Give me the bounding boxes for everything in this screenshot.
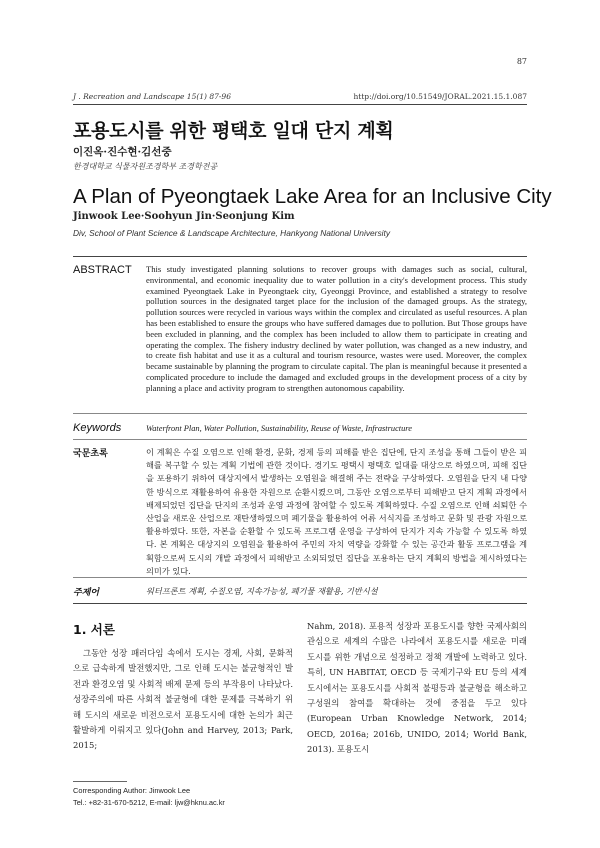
- korean-abstract-text: 이 계획은 수질 오염으로 인해 환경, 문화, 경제 등의 피해를 받은 집단에, 단지 조성을 통해 그들이 받은 피해를 복구할 수 있는 계획 기법에 관한 것이다. 경기도 평택시 평택호 일대를 대상으로 하였으며, 피해 집단을 포용하기 위하여 대상지에서 발생하는 오염원을 해결해 주는 전략을 구상하였다. 오염원을 단지 내 다양한 방식으로 재활용하여 유용한 자원으로 순환시켰으며, 그동안 오염으로부터 피해받고 단지 계획 과정에서 배제되었던 집단을 단지의 조성과 운영 과정에 참여할 수 있도록 계획하였다. 수질 오염으로 인해 쇠퇴한 수산업을 새로운 산업으로 재탄생하였으며 폐기물을 활용하여 어류 서식지를 조성하고 문화 및 관광 자원으로 활용하였다. 또한, 자본을 순환할 수 있도록 프로그램 운영을 구상하여 단지가 지속 가능할 수 있도록 하였다. 본 계획은 대상지의 오염원을 활용하여 주민의 자치 역량을 강화할 수 있는 공간과 활동 프로그램을 계획함으로써 도시의 개발 과정에서 피해받고 소외되었던 집단을 포용하는 단지 계획의 방법을 제시하였다는 의미가 있다.: [146, 447, 527, 576]
- journal-citation: J . Recreation and Landscape 15(1) 87-96: [73, 92, 231, 101]
- authors-korean: 이진옥·진수현·김선중: [73, 146, 172, 158]
- body-column-right: Nahm, 2018). 포용적 성장과 포용도시를 향한 국제사회의 관심으로 세계의 수많은 나라에서 포용도시를 새로운 미래 도시를 위한 개념으로 설정하고 정책 개발에 노력하고 있다. 특히, UN HABITAT, OECD 등 국제기구와 EU 등의 세계 도시에서는 포용도시를 사회적 불평등과 불균형을 해소하고 구성원의 참여를 확대하는 것에 중점을 두고 있다(European Urban Knowledge Network, 2014; OECD, 2016a; 2016b, UNIDO, 2014; World Bank, 2013). 포용도시: [307, 621, 527, 755]
- korean-keywords-label: 주제어: [73, 588, 100, 598]
- header-rule: [73, 104, 527, 105]
- keywords-label: Keywords: [73, 422, 122, 434]
- authors-english: Jinwook Lee·Soohyun Jin·Seonjung Kim: [73, 211, 295, 222]
- keywords-bottom-rule: [73, 439, 527, 440]
- title-english: A Plan of Pyeongtaek Lake Area for an Inclusive City: [73, 185, 552, 208]
- abstract-text: This study investigated planning solutions to recover groups with damages such as social, cultural, environmental, and economic inequality due to water pollution in a city's development process. This study examined Pyeongtaek Lake in Pyeongtaek city, Gyeonggi Province, and established a strategy to resolve pollution sources in the designated target place for the inclusion of the damaged groups. As the strategy, pollution sources were recycled in various ways within the complex and circulated as useful resources. A plan has been established to ensure the groups who have suffered damages due to pollution. But Those groups have been excluded in planning, and the complex has been included to allow them to participate in creating and operating the complex. The fishery industry declined by water pollution, was changed as a new industry, and to create fish habitat and use it as a cultural and tourism resource, wastes were used. Moreover, the complex became sustainable by planning the program to circulate capital. The plan is meaningful because it presented a complicated procedure to include the damaged and excluded groups in the development process of a city by planning a place and activity program to strengthen autonomous capability.: [146, 264, 527, 393]
- korean-keywords-text: 워터프론트 계획, 수질오염, 지속가능성, 폐기물 재활용, 기반시설: [146, 586, 378, 596]
- korean-keywords-top-rule: [73, 577, 527, 578]
- abstract-label: ABSTRACT: [73, 264, 132, 276]
- abstract-top-rule: [73, 256, 527, 257]
- contact-info: Tel.: +82-31-670-5212, E-mail: ljw@hknu.ac.kr: [73, 798, 225, 807]
- section-heading: 1. 서론: [73, 622, 115, 637]
- corresponding-author: Corresponding Author: Jinwook Lee: [73, 786, 191, 795]
- keywords-top-rule: [73, 413, 527, 414]
- affiliation-english: Div, School of Plant Science & Landscape Architecture, Hankyong National University: [73, 228, 391, 238]
- front-matter-bottom-rule: [73, 603, 527, 604]
- footnote-rule: [73, 781, 127, 782]
- korean-abstract-label: 국문초록: [73, 449, 108, 459]
- body-column-left: 그동안 성장 패러다임 속에서 도시는 경제, 사회, 문화적으로 급속하게 발전했지만, 그로 인해 도시는 불균형적인 발전과 환경오염 및 사회적 배제 문제 등의 부작용이 나타났다. 성장주의에 따른 사회적 불균형에 대한 문제를 극복하기 위해 도시의 새로운 비전으로서 포용도시에 대한 논의가 최근 활발하게 이뤄지고 있다(John and Harvey, 2013; Park, 2015;: [73, 648, 293, 751]
- title-korean: 포용도시를 위한 평택호 일대 단지 계획: [73, 120, 394, 142]
- page-number: 87: [516, 57, 527, 66]
- keywords-text: Waterfront Plan, Water Pollution, Sustainability, Reuse of Waste, Infrastructure: [146, 424, 412, 433]
- affiliation-korean: 한경대학교 식물자원조경학부 조경학전공: [73, 162, 218, 171]
- doi-link[interactable]: http://doi.org/10.51549/JORAL.2021.15.1.087: [353, 92, 527, 101]
